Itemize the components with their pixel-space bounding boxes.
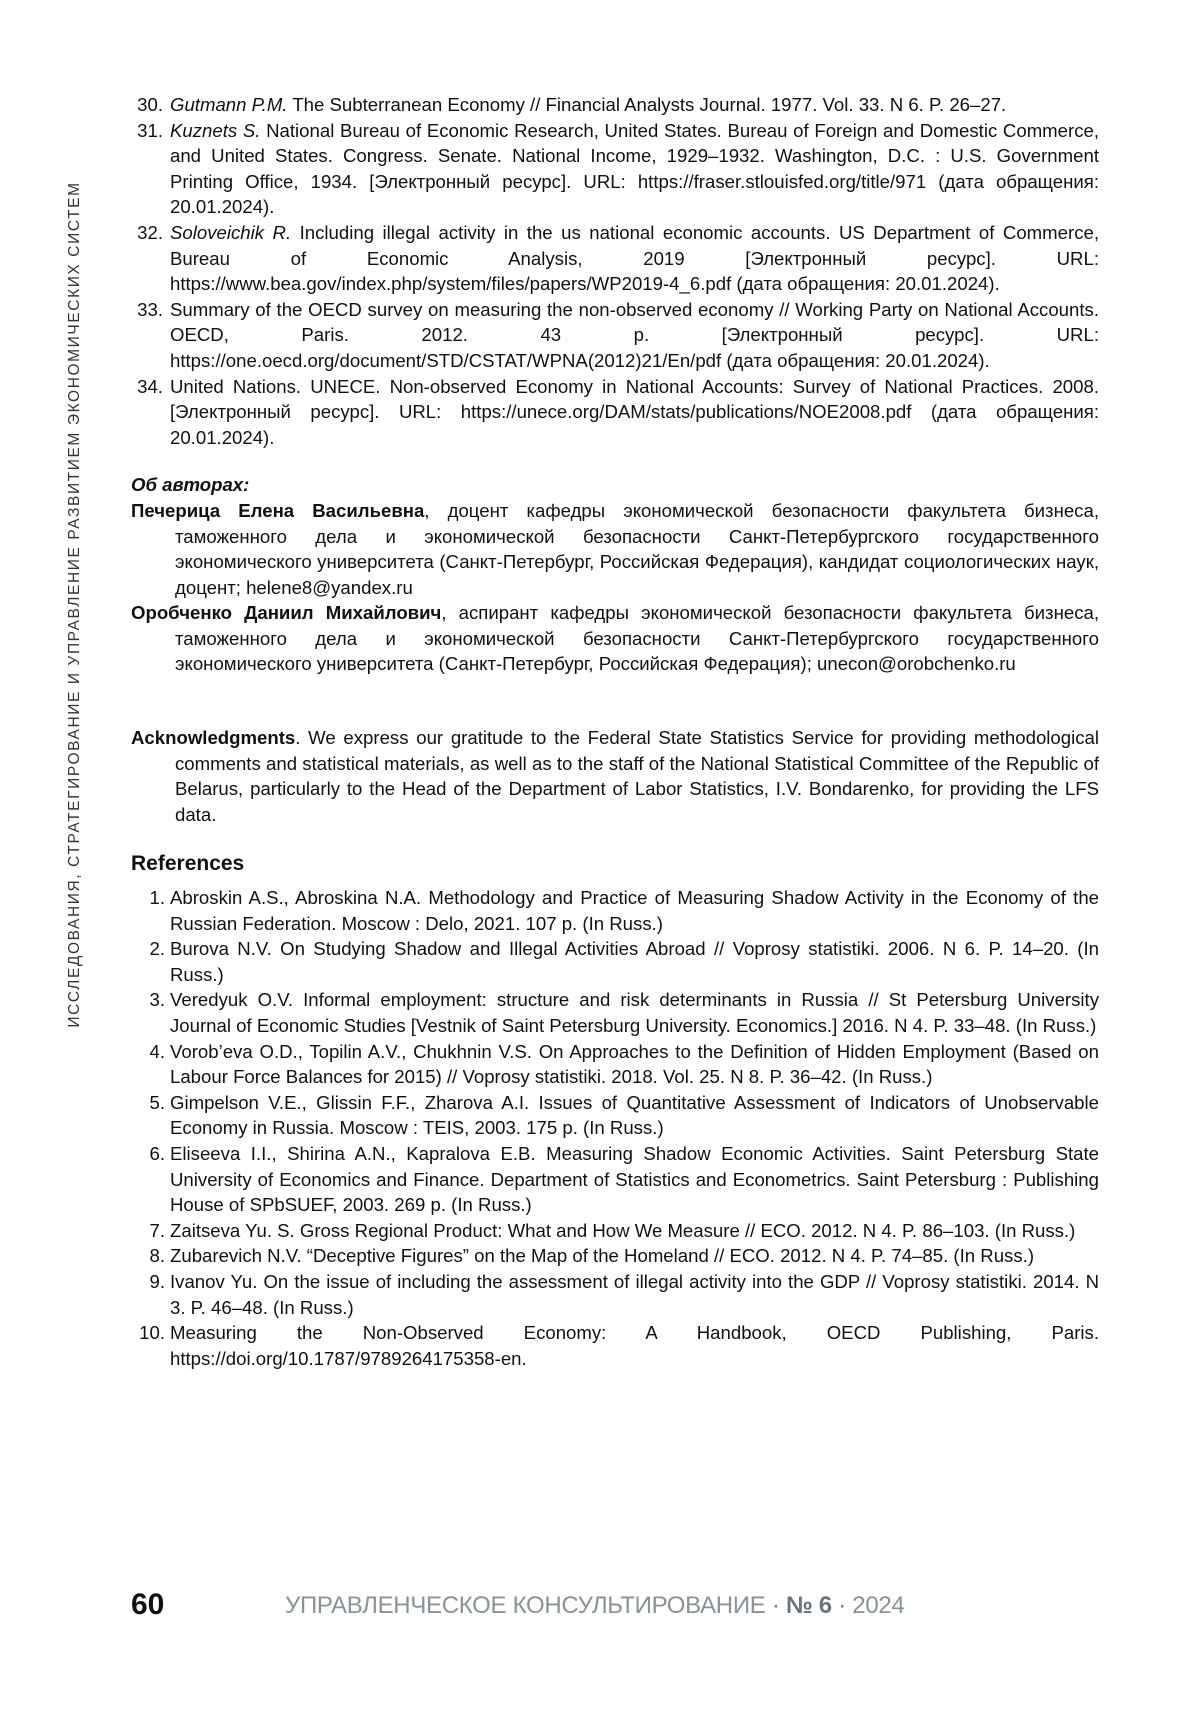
reference-item: 8. Zubarevich N.V. “Deceptive Figures” on the Map of the Homeland // ECO. 2012. N 4. P. 74–85. (In Russ.) (131, 1243, 1099, 1269)
references-heading: References (131, 851, 1099, 877)
reference-item: 30. Gutmann P.M. The Subterranean Economy // Financial Analysts Journal. 1977. Vol. 33. N 6. P. 26–27. (131, 92, 1099, 118)
author-entry: Оробченко Даниил Михайлович, аспирант кафедры экономической безопасности факультета бизнеса, таможенного дела и экономической безопасности Санкт-Петербургского государственного экономического университета (Санкт-Петербург, Российская Федерация); unecon@orobchenko.ru (131, 600, 1099, 677)
reference-item: 34. United Nations. UNECE. Non-observed Economy in National Accounts: Survey of National Practices. 2008. [Электронный ресурс]. URL: https://unece.org/DAM/stats/publications/NOE2008.pdf (дата обращения: 20.01.2024). (131, 374, 1099, 451)
authors-heading: Об авторах: (131, 472, 1099, 498)
reference-item: 32. Soloveichik R. Including illegal activity in the us national economic accounts. US Department of Commerce, Bureau of Economic Analysis, 2019 [Электронный ресурс]. URL: https://www.bea.gov/index.php/system/files/papers/WP2019-4_6.pdf (дата обращения: 20.01.2024). (131, 220, 1099, 297)
reference-item: 5. Gimpelson V.E., Glissin F.F., Zharova A.I. Issues of Quantitative Assessment of Indicators of Unobservable Economy in Russia. Moscow : TEIS, 2003. 175 p. (In Russ.) (131, 1090, 1099, 1141)
reference-item: 9. Ivanov Yu. On the issue of including the assessment of illegal activity into the GDP // Voprosy statistiki. 2014. N 3. P. 46–48. (In Russ.) (131, 1269, 1099, 1320)
about-authors (131, 472, 1099, 677)
page-footer (131, 1588, 1200, 1628)
reference-item: 31. Kuznets S. National Bureau of Economic Research, United States. Bureau of Foreign and Domestic Commerce, and United States. Congress. Senate. National Income, 1929–1932. Washington, D.C. : U.S. Government Printing Office, 1934. [Электронный ресурс]. URL: https://fraser.stlouisfed.org/title/971 (дата обращения: 20.01.2024). (131, 118, 1099, 220)
reference-item: 6. Eliseeva I.I., Shirina A.N., Kapralova E.B. Measuring Shadow Economic Activities. Saint Petersburg State University of Economics and Finance. Department of Statistics and Econometrics. Saint Petersburg : Publishing House of SPbSUEF, 2003. 269 p. (In Russ.) (131, 1141, 1099, 1218)
reference-item: 7. Zaitseva Yu. S. Gross Regional Product: What and How We Measure // ECO. 2012. N 4. P. 86–103. (In Russ.) (131, 1218, 1099, 1244)
references-en-list (131, 885, 1099, 1371)
reference-item: 33. Summary of the OECD survey on measuring the non-observed economy // Working Party on National Accounts. OECD, Paris. 2012. 43 p. [Электронный ресурс]. URL: https://one.oecd.org/document/STD/CSTAT/WPNA(2012)21/En/pdf (дата обращения: 20.01.2024). (131, 297, 1099, 374)
reference-item: 1. Abroskin A.S., Abroskina N.A. Methodology and Practice of Measuring Shadow Activity in the Economy of the Russian Federation. Moscow : Delo, 2021. 107 p. (In Russ.) (131, 885, 1099, 936)
year: 2024 (852, 1592, 904, 1619)
reference-item: 2. Burova N.V. On Studying Shadow and Illegal Activities Abroad // Voprosy statistiki. 2006. N 6. P. 14–20. (In Russ.) (131, 936, 1099, 987)
page-number: 60 (131, 1588, 164, 1622)
reference-item: 10. Measuring the Non-Observed Economy: A Handbook, OECD Publishing, Paris. https://doi.org/10.1787/9789264175358-en. (131, 1320, 1099, 1371)
reference-item: 4. Vorob’eva O.D., Topilin A.V., Chukhnin V.S. On Approaches to the Definition of Hidden Employment (Based on Labour Force Balances for 2015) // Voprosy statistiki. 2018. Vol. 25. N 8. P. 36–42. (In Russ.) (131, 1039, 1099, 1090)
side-running-title: ИССЛЕДОВАНИЯ, СТРАТЕГИРОВАНИЕ И УПРАВЛЕНИЕ РАЗВИТИЕМ ЭКОНОМИЧЕСКИХ СИСТЕМ (66, 97, 84, 1112)
acknowledgments: Acknowledgments. We express our gratitude to the Federal State Statistics Service for providing methodological comments and statistical materials, as well as to the staff of the National Statistical Committee of the Republic of Belarus, particularly to the Head of the Department of Labor Statistics, I.V. Bondarenko, for providing the LFS data. (131, 725, 1099, 827)
page-content (131, 92, 1099, 1371)
author-name: Оробченко Даниил Михайлович (131, 602, 441, 623)
author-name: Печерица Елена Васильевна (131, 500, 424, 521)
author-entry: Печерица Елена Васильевна, доцент кафедры экономической безопасности факультета бизнеса, таможенного дела и экономической безопасности Санкт-Петербургского государственного экономического университета (Санкт-Петербург, Российская Федерация), кандидат социологических наук, доцент; helene8@yandex.ru (131, 498, 1099, 600)
issue-number: № 6 (786, 1592, 832, 1619)
references-ru-list (131, 92, 1099, 450)
reference-item: 3. Veredyuk O.V. Informal employment: structure and risk determinants in Russia // St Petersburg University Journal of Economic Studies [Vestnik of Saint Petersburg University. Economics.] 2016. N 4. P. 33–48. (In Russ.) (131, 987, 1099, 1038)
journal-title: УПРАВЛЕНЧЕСКОЕ КОНСУЛЬТИРОВАНИЕ · № 6 · 2024 (285, 1592, 904, 1620)
